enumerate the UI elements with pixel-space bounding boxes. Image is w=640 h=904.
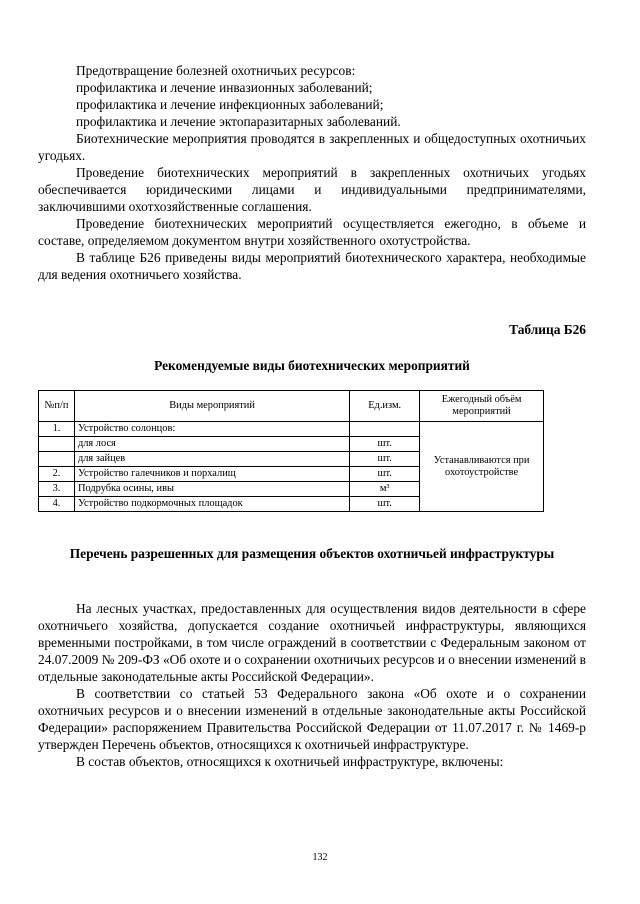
paragraph: Биотехнические мероприятия проводятся в закрепленных и общедоступных охотничьих угодьях. (38, 131, 586, 163)
row-num: 1. (39, 422, 75, 437)
row-name: для зайцев (74, 452, 349, 467)
row-name: Подрубка осины, ивы (74, 482, 349, 497)
section-title: Перечень разрешенных для размещения объектов охотничьей инфраструктуры (69, 546, 555, 561)
row-unit: шт. (350, 452, 420, 467)
row-name: Устройство солонцов: (74, 422, 349, 437)
table-label: Таблица Б26 (509, 322, 586, 337)
row-num (39, 452, 75, 467)
row-unit: шт. (350, 437, 420, 452)
row-unit: м³ (350, 482, 420, 497)
paragraph: В соответствии со статьей 53 Федерального закона «Об охоте и о сохранении охотничьих ресурсов и о внесении изменений в отдельные законодательные акты Российской Федерации» распоряжением Правительства Российской Федерации от 11.07.2017 г. № 1469-р утвержден Перечень объектов, относящихся к охотничьей инфраструктуре. (38, 686, 586, 752)
intro-block (38, 62, 586, 283)
row-unit: шт. (350, 467, 420, 482)
header-volume: Ежегодный объём мероприятий (420, 391, 544, 422)
header-unit: Ед.изм. (350, 391, 420, 422)
paragraph: Проведение биотехнических мероприятий осуществляется ежегодно, в объеме и составе, определяемом документом внутри хозяйственного охотустройства. (38, 216, 586, 248)
row-name: Устройство подкормочных площадок (74, 497, 349, 512)
volume-note: Устанавливаются при охотоустройстве (420, 422, 544, 512)
intro-line: Предотвращение болезней охотничьих ресурсов: (76, 63, 356, 78)
intro-line: профилактика и лечение инфекционных заболеваний; (76, 97, 384, 112)
table-header-row (39, 391, 544, 422)
table-row (39, 422, 544, 437)
row-unit (350, 422, 420, 437)
intro-line: профилактика и лечение эктопаразитарных заболеваний. (76, 114, 401, 129)
row-num: 4. (39, 497, 75, 512)
table-title: Рекомендуемые виды биотехнических мероприятий (154, 358, 470, 373)
row-name: Устройство галечников и порхалищ (74, 467, 349, 482)
row-num: 3. (39, 482, 75, 497)
measures-table (38, 390, 544, 512)
paragraph: На лесных участках, предоставленных для осуществления видов деятельности в сфере охотничьего хозяйства, допускается создание охотничьей инфраструктуры, являющихся временными постройками, в том числе ограждений в соответствии с Федеральным законом от 24.07.2009 № 209-ФЗ «Об охоте и о сохранении охотничьих ресурсов и о внесении изменений в отдельные законодательные акты Российской Федерации». (38, 601, 586, 684)
page-number: 132 (312, 852, 328, 863)
paragraph: В таблице Б26 приведены виды мероприятий биотехнического характера, необходимые для ведения охотничьего хозяйства. (38, 250, 586, 282)
intro-line: профилактика и лечение инвазионных заболеваний; (76, 80, 373, 95)
header-name: Виды мероприятий (74, 391, 349, 422)
header-num: №п/п (39, 391, 75, 422)
paragraph: Проведение биотехнических мероприятий в закрепленных охотничьих угодьях обеспечивается юридическими лицами и индивидуальными предпринимателями, заключившими охотхозяйственные соглашения. (38, 165, 586, 214)
infrastructure-block (38, 600, 586, 770)
paragraph: В состав объектов, относящихся к охотничьей инфраструктуре, включены: (76, 754, 504, 769)
row-num (39, 437, 75, 452)
row-num: 2. (39, 467, 75, 482)
row-name: для лося (74, 437, 349, 452)
row-unit: шт. (350, 497, 420, 512)
